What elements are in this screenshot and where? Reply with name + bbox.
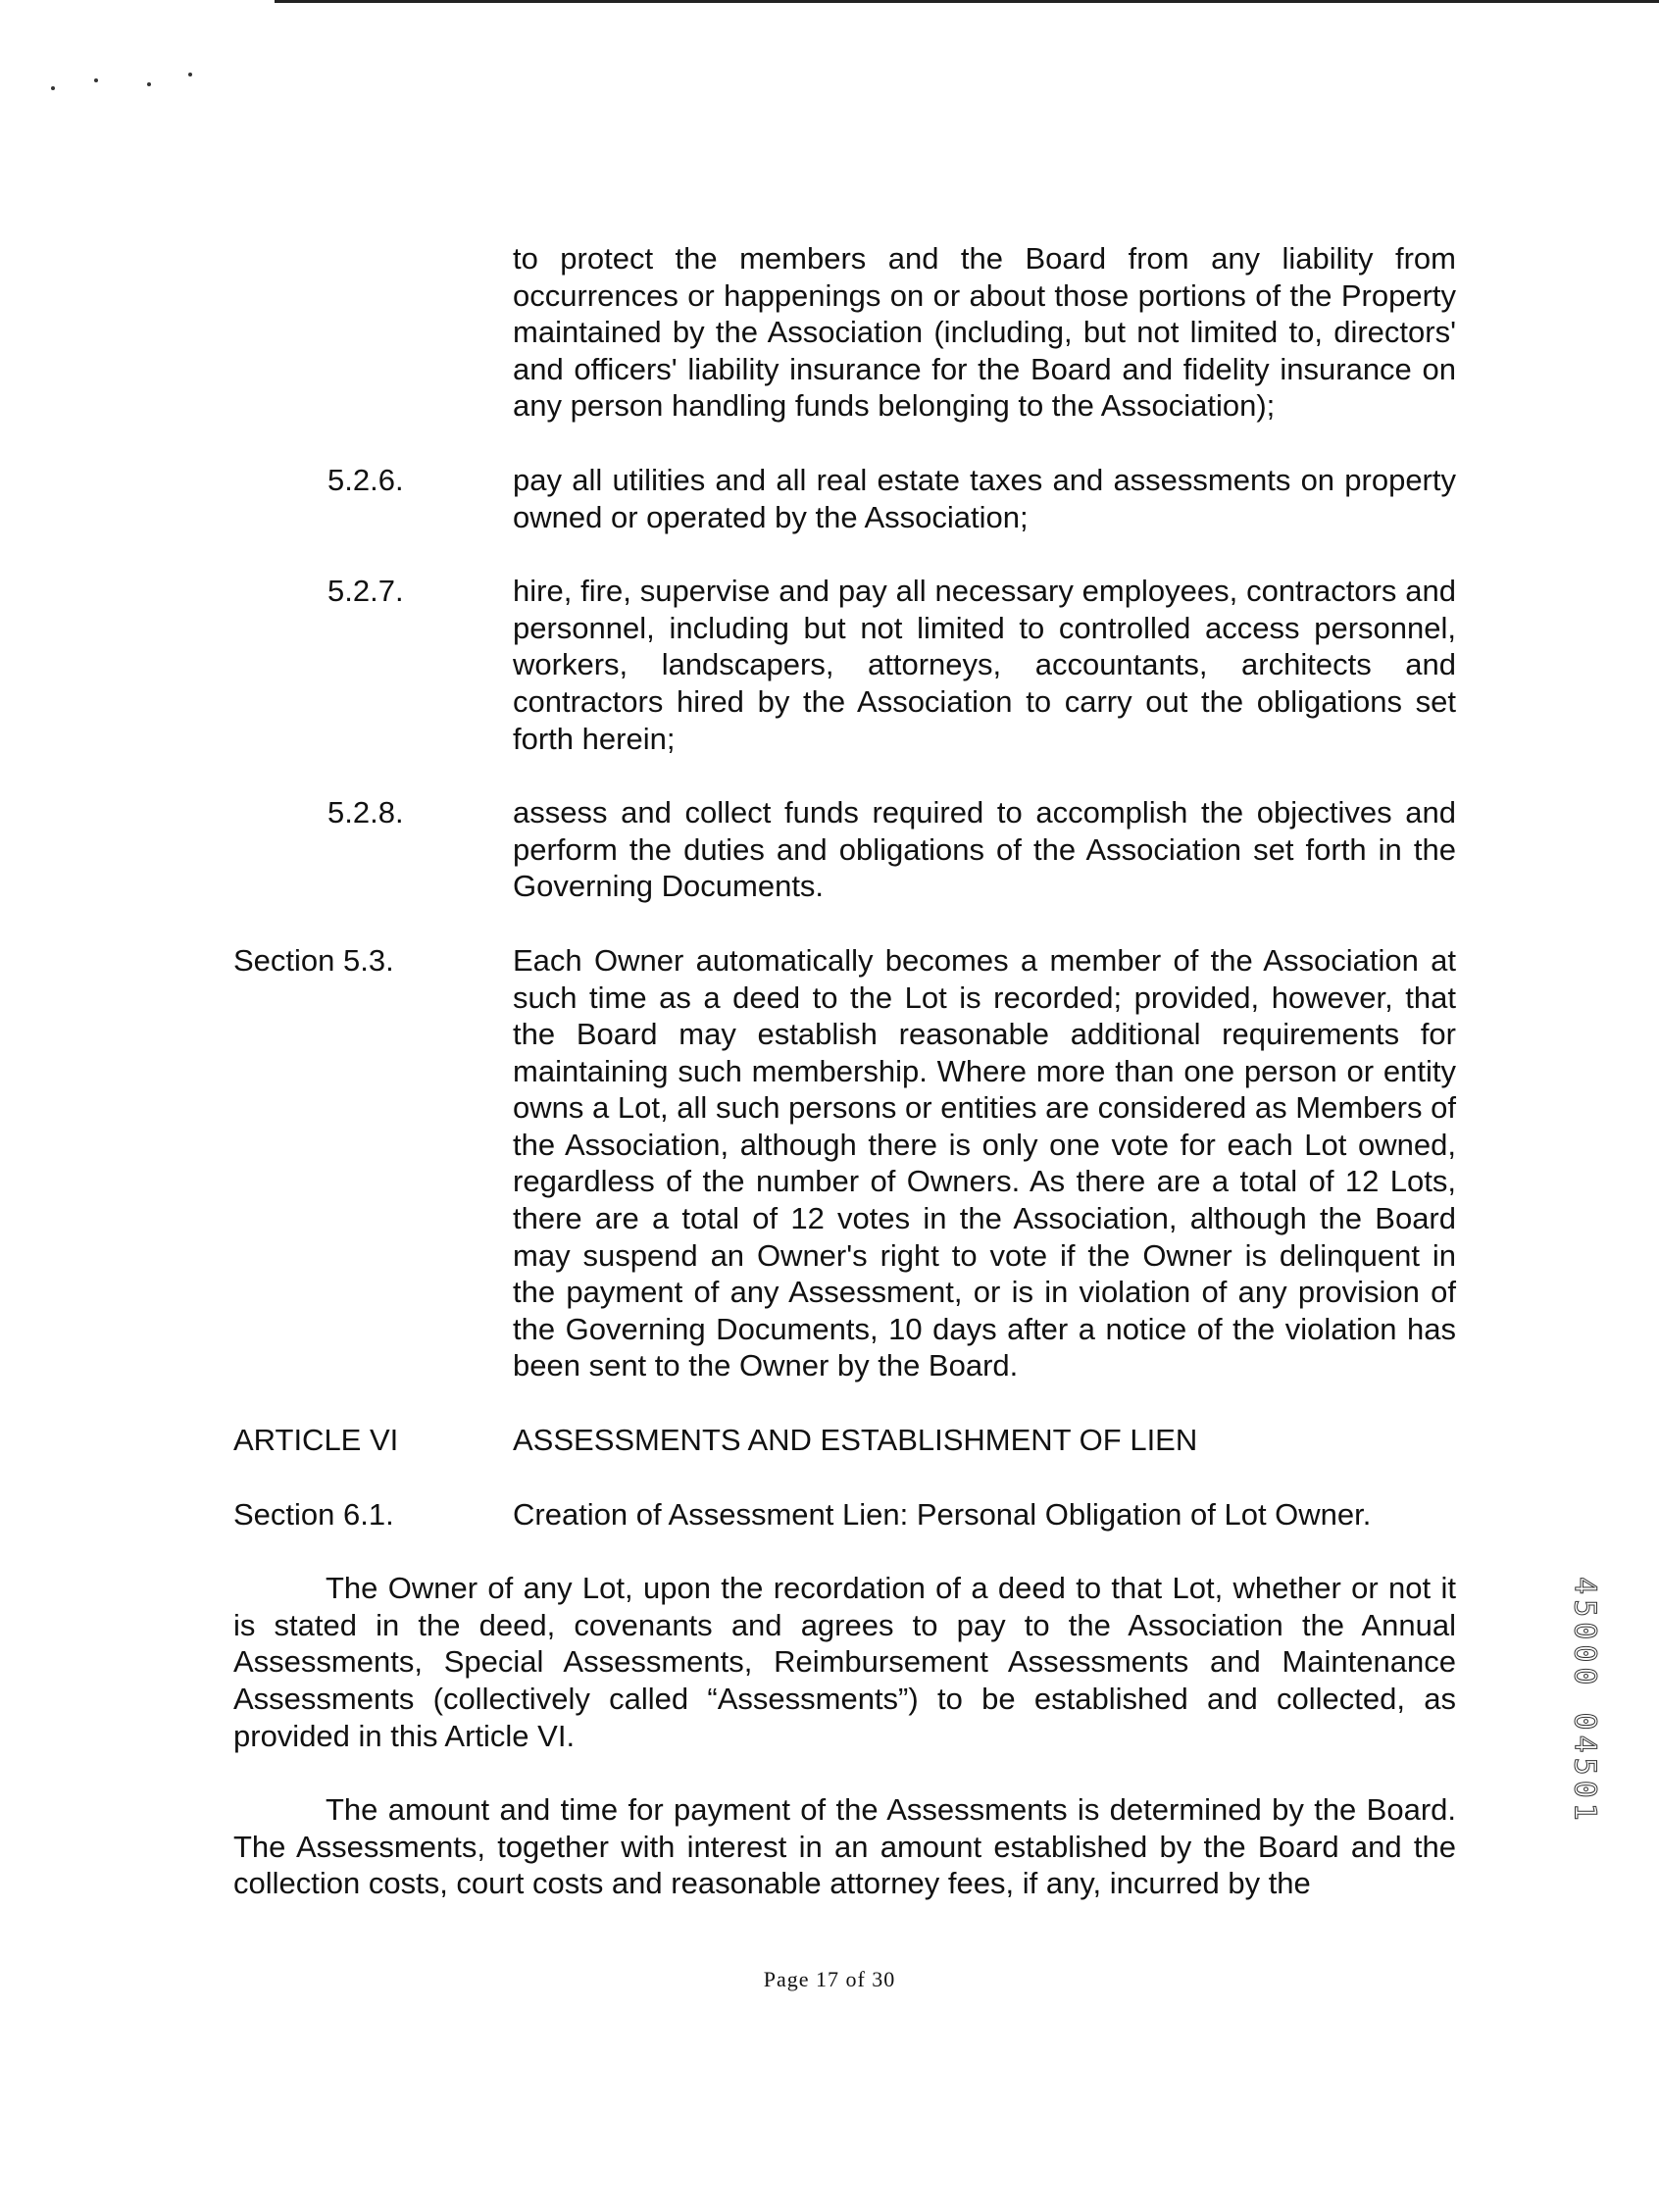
page-number: Page 17 of 30 (763, 1967, 896, 1991)
item-text: hire, fire, supervise and pay all necessary employees, contractors and personnel, including but not limited to controlled access personnel, workers, landscapers, attorneys, accountants, architects and contractors hired by the Association to carry out the obligations set forth herein; (513, 574, 1456, 756)
document-body (233, 240, 1456, 1902)
paragraph: The Owner of any Lot, upon the recordation of a deed to that Lot, whether or not it is stated in the deed, covenants and agrees to pay to the Association the Annual Assessments, Special Assessments, Reimbursement Assessments and Maintenance Assessments (collectively called “Assessments”) to be established and collected, as provided in this Article VI. (233, 1571, 1456, 1753)
list-item (233, 573, 1456, 757)
continuation-text: to protect the members and the Board from any liability from occurrences or happenings on or about those portions of the Property maintained by the Association (including, but not limited to, directors' and officers' liability insurance for the Board and fidelity insurance on any person handling funds belonging to the Association); (513, 241, 1456, 424)
paragraph: The amount and time for payment of the Assessments is determined by the Board. The Assessments, together with interest in an amount established by the Board and the collection costs, court costs and reasonable attorney fees, if any, incurred by the (233, 1792, 1456, 1901)
article-heading (233, 1422, 1456, 1459)
section-text: Each Owner automatically becomes a member of the Association at such time as a deed to the Lot is recorded; provided, however, that the Board may establish reasonable additional requirements for maintaining such membership. Where more than one person or entity owns a Lot, all such persons or entities are considered as Members of the Association, although there is only one vote for each Lot owned, regardless of the number of Owners. As there are a total of 12 Lots, there are a total of 12 votes in the Association, although the Board may suspend an Owner's right to vote if the Owner is delinquent in the payment of any Assessment, or is in violation of any provision of the Governing Documents, 10 days after a notice of the violation has been sent to the Owner by the Board. (513, 942, 1456, 1383)
list-item (233, 462, 1456, 535)
section-6-1-heading (233, 1496, 1456, 1533)
item-number: 5.2.7. (327, 574, 404, 609)
item-number: 5.2.6. (327, 462, 404, 497)
list-item (233, 794, 1456, 905)
scan-specks (51, 71, 198, 100)
item-number: 5.2.8. (327, 795, 404, 830)
section-label: Section 6.1. (233, 1496, 394, 1532)
item-text: pay all utilities and all real estate taxes and assessments on property owned or operated by the Association; (513, 462, 1456, 534)
article-title: ASSESSMENTS AND ESTABLISHMENT OF LIEN (513, 1423, 1198, 1458)
section-5-3 (233, 942, 1456, 1384)
top-border-line (275, 0, 1659, 3)
recording-stamp (1565, 1569, 1604, 1834)
section-title: Creation of Assessment Lien: Personal Obligation of Lot Owner. (513, 1496, 1372, 1532)
stamp-number: 45000 04501 (1567, 1577, 1602, 1826)
section-label: Section 5.3. (233, 942, 394, 978)
article-label: ARTICLE VI (233, 1423, 399, 1458)
item-text: assess and collect funds required to accomplish the objectives and perform the duties and obligations of the Association set forth in the Governing Documents. (513, 795, 1456, 904)
